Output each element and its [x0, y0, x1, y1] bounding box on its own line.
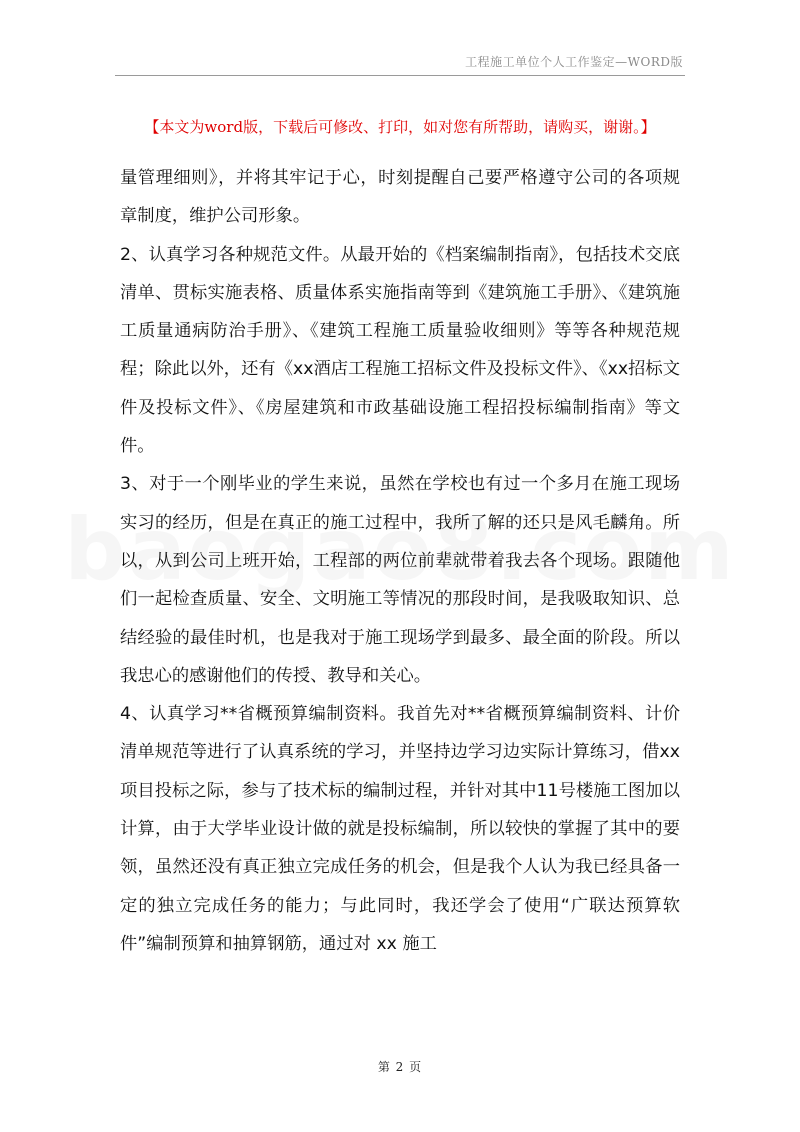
document-body [120, 159, 680, 963]
page-number: 第 2 页 [377, 1060, 423, 1074]
header-divider [115, 75, 685, 76]
paragraph-item-4: 4、认真学习**省概预算编制资料。我首先对**省概预算编制资料、计价清单规范等进行了认真系统的学习，并坚持边学习边实际计算练习，借xx项目投标之际，参与了技术标的编制过程，并针对其中11号楼施工图加以计算，由于大学毕业设计做的就是投标编制，所以较快的掌握了其中的要领，虽然还没有真正独立完成任务的机会，但是我个人认为我已经具备一定的独立完成任务的能力；与此同时，我还学会了使用“广联达预算软件”编制预算和抽算钢筋，通过对 xx 施工 [120, 704, 680, 954]
running-header-title: 工程施工单位个人工作鉴定—WORD版 [465, 55, 683, 69]
download-notice: 【本文为word版，下载后可修改、打印，如对您有所帮助，请购买，谢谢。】 [144, 118, 656, 136]
paragraph-continuation: 量管理细则》，并将其牢记于心，时刻提醒自己要严格遵守公司的各项规章制度，维护公司形象。 [120, 168, 680, 227]
paragraph-item-2: 2、认真学习各种规范文件。从最开始的《档案编制指南》，包括技术交底清单、贯标实施表格、质量体系实施指南等到《建筑施工手册》、《建筑施工质量通病防治手册》、《建筑工程施工质量验收细则》等等各种规范规程；除此以外，还有《xx酒店工程施工招标文件及投标文件》、《xx招标文件及投标文件》、《房屋建筑和市政基础设施工程招投标编制指南》等文件。 [120, 244, 680, 457]
paragraph-item-3: 3、对于一个刚毕业的学生来说，虽然在学校也有过一个多月在施工现场实习的经历，但是在真正的施工过程中，我所了解的还只是风毛麟角。所以，从到公司上班开始，工程部的两位前辈就带着我去各个现场。跟随他们一起检查质量、安全、文明施工等情况的那段时间，是我吸取知识、总结经验的最佳时机，也是我对于施工现场学到最多、最全面的阶段。所以我忠心的感谢他们的传授、教导和关心。 [120, 474, 680, 686]
